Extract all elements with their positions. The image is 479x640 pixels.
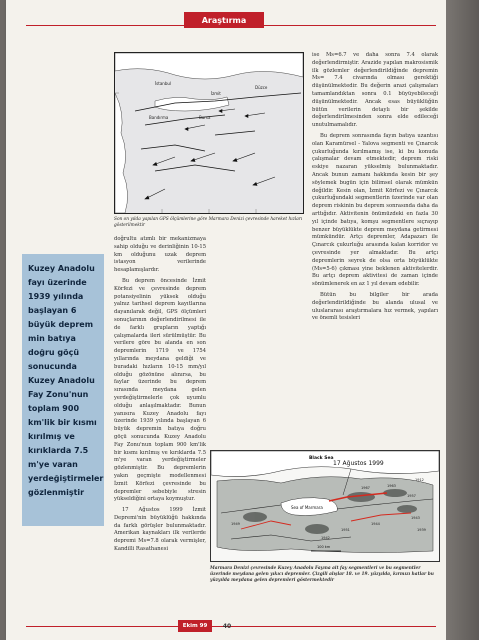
map-year-label: 1951 xyxy=(341,528,350,532)
map-label-duzce: Düzce xyxy=(255,85,268,90)
map-year-label: 1939 xyxy=(417,528,426,532)
gps-map-caption: Son on yılda yapılan GPS ölçümlerine göre Marmara Denizi çevresinde hareket hızları gösterilmektir xyxy=(114,217,303,228)
magazine-page xyxy=(6,0,446,640)
map-label-bandirma: Bandırma xyxy=(149,115,169,120)
body-column-left xyxy=(114,236,206,557)
binding-shadow xyxy=(446,0,479,640)
map-black-sea-label: Black Sea xyxy=(309,456,334,461)
paragraph: ise Ms=6.7 ve daha sonra 7.4 olarak değerlendirmiştir. Arazide yapılan makrosismik ilk gözlemler değerlendirildiğinde depremin Ms= 7.4 civarında olması gerektiği düşünülmektedir. Bu değerin arazi çalışmaları tamamlandıktan sonra 0.1 büyüyebileceği düşünülmektedir. Ancak esas büyüklüğün bütün verilerin detaylı bir şekilde değerlendirilmesinden sonra elde edileceği unutulmamalıdır. xyxy=(312,52,438,129)
map-year-label: 1943 xyxy=(411,516,420,520)
paragraph: 17 Ağustos 1999 İzmit Depremi'nin büyüklüğü hakkında da farklı görüşler bulunmaktadır. Amerikan kaynakları ilk verilerde depremi Ms=7.8 olarak vermişler, Kandilli Rasathanesi xyxy=(114,507,206,553)
map-marmara-label: Sea of Marmara xyxy=(291,505,323,510)
map-scale-label: 100 km xyxy=(317,545,331,549)
map-year-label: 1949 xyxy=(231,522,240,526)
paragraph: Bu deprem öncesinde İzmit Körfezi ve çevresinde deprem potansiyelinin yüksek olduğu yalnız tarihsel deprem kayıtlarına dayanılarak değil, GPS ölçümleri sonuçlarının değerlendirilmesi ile de farklı grupların yaptığı çalışmalarda ileri sürülmüştür. Bu verilere göre bu alanda en son depremlerin 1719 ve 1754 yıllarında meydana geldiği ve buradaki hızların 10-15 mm/yıl olduğu gözönüne alınırsa, bu faylar üzerinde bu deprem sırasında meydana gelen yerdeğiştirmelerle çok uyumlu olduğu anlaşılmaktadır. Bunun yanısıra Kuzey Anadolu fayı üzerinde 1939 yılında başlayan 6 büyük depremin batıya doğru göçü sonucunda Kuzey Anadolu Fay Zonu'nun toplam 900 km'lik bir kısmı kırılmış ve kırıklarda 7.5 m'ye varan yerdeğiştirmeler gözlenmiştir. Bu depremlerin yakın geçmişte modellenmesi İzmit Körfezi çevresinde bu depremler sebebiyle stresin yükseldiğini ortaya koymuştur. xyxy=(114,277,206,503)
gps-velocity-map xyxy=(114,52,304,214)
gps-map-graphic xyxy=(115,53,303,213)
fault-map-graphic xyxy=(211,451,439,561)
map-year-label: 1957 xyxy=(407,494,416,498)
map-year-label: 1963 xyxy=(387,484,396,488)
map-year-label: 1967 xyxy=(361,486,370,490)
map-label-izmit: İzmit xyxy=(211,91,221,96)
map-date-label: 17 Ağustos 1999 xyxy=(333,460,384,467)
map-label-istanbul: İstanbul xyxy=(155,81,172,86)
pull-quote: Kuzey Anadolu fayı üzerinde 1939 yılında başlayan 6 büyük deprem min batıya doğru göçü sonucunda Kuzey Anadolu Fay Zonu'nun toplam 900 km'lik bir kısmı kırılmış ve kırıklarda 7.5 m'ye varan yerdeğiştirmeler gözlenmiştir xyxy=(22,254,104,526)
paragraph: Bu deprem sonrasında fayın batıya uzantısı olan Karamürsel - Yalova segmenti ve Çınarcık çukurluğunda kırılmamış ise, ki bu konuda çalışmalar devam etmektedir, deprem riski eskiye nazaran yükselmiş bulunmaktadır. Ancak bunun zamanı hakkında kesin bir şey söylemek bugün için bilimsel olarak mümkün değildir. Kesin olan, İzmit Körfezi ve Çınarcık çukurluğundaki segmentlerin üzerinde var olan deprem riskinin bu deprem sonrasında daha da arttığıdır. Aktivitenin önümüzdeki en fazla 30 yıl içinde batıya, komşu segmentlere sıçrayıp benzer büyüklükte deprem meydana getirmesi mümkündür. Artçı depremler, Adapazarı ile Çınarcık çukurluğu arasında kalan korridor ve çevresinde yer almaktadır. Bu artçı depremlerin seyrek de olsa orta büyüklükte (Ms=5-6) çıkması yine beklenen aktivitelerdir. Bu artçı deprem aktivitesi de zaman içinde sönümlenerek en az 1 yıl devam edebilir. xyxy=(312,132,438,288)
footer-issue-tag: Ekim 99 xyxy=(178,620,212,632)
body-column-right xyxy=(312,52,438,326)
paragraph: doğrultu atımlı bir mekanizmaya sahip olduğu ve derinliğinin 10-15 km olduğunu uzak deprem istasyon verilerinde hesaplamışlardır. xyxy=(114,236,206,274)
page-number: 40 xyxy=(222,622,232,630)
fault-segment-map xyxy=(210,450,440,562)
paragraph: Bütün bu bilgiler bir arada değerlendirildiğinde bu alanda ulusal ve uluslararası araştırmalara hız vermek, yapıları ve önemli tesisleri xyxy=(312,291,438,322)
map-year-label: 1944 xyxy=(371,522,380,526)
map-label-bursa: Bursa xyxy=(199,115,211,120)
section-tag: Araştırma xyxy=(184,12,264,28)
map-year-label: 1912 xyxy=(415,478,424,482)
map-year-label: 1942 xyxy=(321,536,330,540)
fault-map-caption: Marmara Denizi çevresinde Kuzey Anadolu Fayına ait fay segmentleri ve bu segmentler üzerinde meydana gelen yıkıcı depremler. Çizgili alışlar 18. ve 19. yüzyılda, kırmızı hatlar bu yüzyılda meydana gelen depremleri göstermektedir xyxy=(210,566,434,583)
